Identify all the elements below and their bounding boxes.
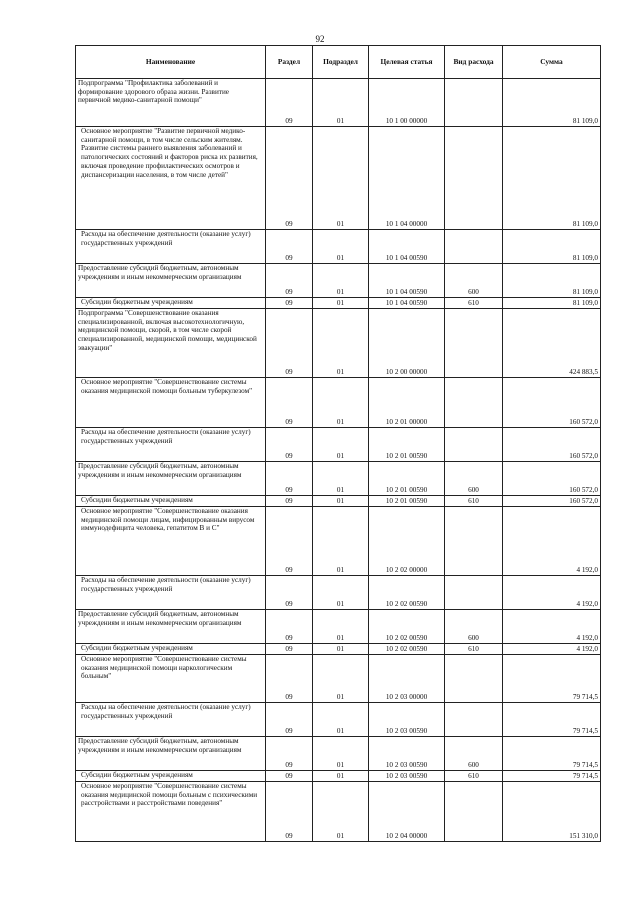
row-target: 10 2 02 00000 [369, 507, 445, 576]
table-row [76, 264, 601, 298]
row-section: 09 [266, 428, 313, 462]
row-type [445, 576, 503, 610]
row-section: 09 [266, 127, 313, 230]
table-row [76, 782, 601, 842]
row-name: Предоставление субсидий бюджетным, автономным учреждениям и иным некоммерческим организациям [76, 610, 266, 644]
row-sum: 81 109,0 [503, 127, 601, 230]
row-type [445, 428, 503, 462]
header-type: Вид расхода [445, 46, 503, 79]
row-target: 10 2 03 00590 [369, 737, 445, 771]
row-section: 09 [266, 230, 313, 264]
row-target: 10 2 01 00590 [369, 496, 445, 507]
row-target: 10 2 02 00590 [369, 644, 445, 655]
row-section: 09 [266, 79, 313, 127]
row-sum: 4 192,0 [503, 576, 601, 610]
row-subsection: 01 [313, 655, 369, 703]
row-sum: 81 109,0 [503, 230, 601, 264]
row-subsection: 01 [313, 309, 369, 378]
row-name: Расходы на обеспечение деятельности (оказание услуг) государственных учреждений [76, 230, 266, 264]
row-name: Подпрограмма "Профилактика заболеваний и формирование здорового образа жизни. Развитие первичной медико-санитарной помощи" [76, 79, 266, 127]
header-target: Целевая статья [369, 46, 445, 79]
row-sum: 81 109,0 [503, 264, 601, 298]
budget-table [75, 45, 601, 842]
row-type [445, 782, 503, 842]
row-section: 09 [266, 298, 313, 309]
row-section: 09 [266, 771, 313, 782]
header-name: Наименование [76, 46, 266, 79]
row-target: 10 2 01 00590 [369, 462, 445, 496]
row-subsection: 01 [313, 782, 369, 842]
table-row [76, 230, 601, 264]
row-sum: 424 883,5 [503, 309, 601, 378]
row-subsection: 01 [313, 428, 369, 462]
row-subsection: 01 [313, 298, 369, 309]
row-subsection: 01 [313, 507, 369, 576]
row-target: 10 1 04 00590 [369, 298, 445, 309]
row-subsection: 01 [313, 462, 369, 496]
row-subsection: 01 [313, 644, 369, 655]
row-sum: 81 109,0 [503, 298, 601, 309]
row-target: 10 2 02 00590 [369, 576, 445, 610]
row-target: 10 2 01 00000 [369, 378, 445, 428]
row-target: 10 2 03 00590 [369, 703, 445, 737]
table-row [76, 737, 601, 771]
row-sum: 79 714,5 [503, 771, 601, 782]
row-subsection: 01 [313, 771, 369, 782]
row-name: Основное мероприятие "Совершенствование оказания медицинской помощи лицам, инфицированным вирусом иммунодефицита человека, гепатитом В и С" [76, 507, 266, 576]
row-section: 09 [266, 462, 313, 496]
table-row [76, 610, 601, 644]
row-section: 09 [266, 782, 313, 842]
row-name: Предоставление субсидий бюджетным, автономным учреждениям и иным некоммерческим организациям [76, 264, 266, 298]
table-header-row [76, 46, 601, 79]
row-name: Основное мероприятие "Совершенствование системы оказания медицинской помощи больным с психическими расстройствами и расстройствами поведения" [76, 782, 266, 842]
table-row [76, 428, 601, 462]
header-sum: Сумма [503, 46, 601, 79]
row-subsection: 01 [313, 230, 369, 264]
table-row [76, 703, 601, 737]
row-sum: 160 572,0 [503, 378, 601, 428]
table-row [76, 496, 601, 507]
table-row [76, 79, 601, 127]
row-type [445, 127, 503, 230]
row-type: 600 [445, 264, 503, 298]
row-section: 09 [266, 610, 313, 644]
table-row [76, 644, 601, 655]
row-type: 600 [445, 610, 503, 644]
row-sum: 160 572,0 [503, 496, 601, 507]
row-name: Субсидии бюджетным учреждениям [76, 771, 266, 782]
row-name: Основное мероприятие "Развитие первичной медико-санитарной помощи, в том числе сельским жителям. Развитие системы раннего выявления заболеваний и патологических состояний и факторов риска их развития, включая проведение профилактических осмотров и диспансеризации населения, в том числе детей" [76, 127, 266, 230]
row-section: 09 [266, 703, 313, 737]
table-row [76, 655, 601, 703]
row-target: 10 2 03 00000 [369, 655, 445, 703]
row-name: Предоставление субсидий бюджетным, автономным учреждениям и иным некоммерческим организациям [76, 737, 266, 771]
row-type [445, 309, 503, 378]
row-type [445, 79, 503, 127]
table-body [76, 79, 601, 842]
row-target: 10 1 00 00000 [369, 79, 445, 127]
row-target: 10 1 04 00590 [369, 264, 445, 298]
row-type: 610 [445, 298, 503, 309]
table-row [76, 462, 601, 496]
table-row [76, 298, 601, 309]
row-type: 600 [445, 737, 503, 771]
row-section: 09 [266, 496, 313, 507]
row-sum: 79 714,5 [503, 737, 601, 771]
row-target: 10 2 00 00000 [369, 309, 445, 378]
row-subsection: 01 [313, 576, 369, 610]
row-target: 10 1 04 00000 [369, 127, 445, 230]
row-type [445, 655, 503, 703]
row-target: 10 2 01 00590 [369, 428, 445, 462]
row-subsection: 01 [313, 127, 369, 230]
table-row [76, 309, 601, 378]
table-row [76, 378, 601, 428]
row-name: Расходы на обеспечение деятельности (оказание услуг) государственных учреждений [76, 576, 266, 610]
row-section: 09 [266, 737, 313, 771]
row-type [445, 703, 503, 737]
row-name: Предоставление субсидий бюджетным, автономным учреждениям и иным некоммерческим организациям [76, 462, 266, 496]
row-subsection: 01 [313, 496, 369, 507]
row-subsection: 01 [313, 378, 369, 428]
row-section: 09 [266, 378, 313, 428]
row-subsection: 01 [313, 264, 369, 298]
page-number: 92 [315, 34, 325, 44]
row-sum: 160 572,0 [503, 428, 601, 462]
row-name: Основное мероприятие "Совершенствование системы оказания медицинской помощи наркологическим больным" [76, 655, 266, 703]
row-sum: 4 192,0 [503, 507, 601, 576]
header-subsection: Подраздел [313, 46, 369, 79]
row-subsection: 01 [313, 737, 369, 771]
row-subsection: 01 [313, 79, 369, 127]
row-sum: 4 192,0 [503, 644, 601, 655]
row-type [445, 230, 503, 264]
row-name: Субсидии бюджетным учреждениям [76, 298, 266, 309]
table-row [76, 771, 601, 782]
row-target: 10 2 02 00590 [369, 610, 445, 644]
table-row [76, 127, 601, 230]
row-section: 09 [266, 309, 313, 378]
row-sum: 81 109,0 [503, 79, 601, 127]
row-type [445, 378, 503, 428]
table-row [76, 507, 601, 576]
row-subsection: 01 [313, 610, 369, 644]
row-section: 09 [266, 655, 313, 703]
row-section: 09 [266, 576, 313, 610]
header-section: Раздел [266, 46, 313, 79]
row-subsection: 01 [313, 703, 369, 737]
row-target: 10 2 03 00590 [369, 771, 445, 782]
row-name: Расходы на обеспечение деятельности (оказание услуг) государственных учреждений [76, 703, 266, 737]
row-name: Подпрограмма "Совершенствование оказания специализированной, включая высокотехнологичную, медицинской помощи, скорой, в том числе скорой специализированной, медицинской помощи, медицинской эвакуации" [76, 309, 266, 378]
row-sum: 79 714,5 [503, 703, 601, 737]
row-name: Основное мероприятие "Совершенствование системы оказания медицинской помощи больным туберкулезом" [76, 378, 266, 428]
row-sum: 151 310,0 [503, 782, 601, 842]
row-section: 09 [266, 644, 313, 655]
row-type: 610 [445, 644, 503, 655]
row-target: 10 2 04 00000 [369, 782, 445, 842]
row-sum: 160 572,0 [503, 462, 601, 496]
row-type: 610 [445, 496, 503, 507]
row-target: 10 1 04 00590 [369, 230, 445, 264]
row-name: Субсидии бюджетным учреждениям [76, 644, 266, 655]
row-name: Расходы на обеспечение деятельности (оказание услуг) государственных учреждений [76, 428, 266, 462]
row-type [445, 507, 503, 576]
row-section: 09 [266, 264, 313, 298]
row-sum: 79 714,5 [503, 655, 601, 703]
table-row [76, 576, 601, 610]
row-type: 600 [445, 462, 503, 496]
row-name: Субсидии бюджетным учреждениям [76, 496, 266, 507]
row-sum: 4 192,0 [503, 610, 601, 644]
row-type: 610 [445, 771, 503, 782]
row-section: 09 [266, 507, 313, 576]
